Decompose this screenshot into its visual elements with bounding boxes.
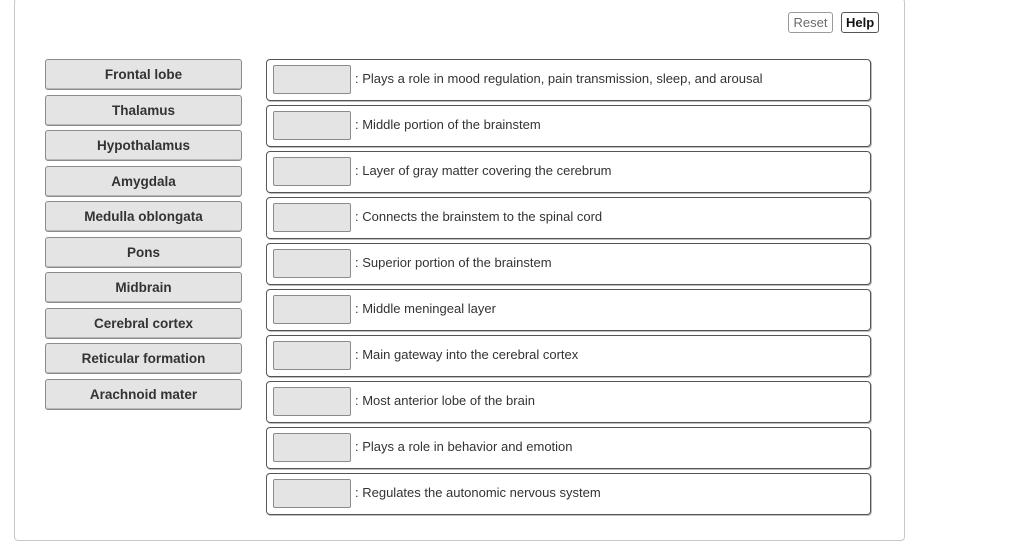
drop-slot[interactable] xyxy=(273,387,351,416)
term-cerebral-cortex[interactable]: Cerebral cortex xyxy=(45,308,242,339)
term-hypothalamus[interactable]: Hypothalamus xyxy=(45,130,242,161)
drop-slot[interactable] xyxy=(273,341,351,370)
term-reticular-formation[interactable]: Reticular formation xyxy=(45,343,242,374)
target-description: : Connects the brainstem to the spinal cord xyxy=(355,209,603,224)
target-row xyxy=(266,59,871,101)
target-row xyxy=(266,473,871,515)
target-description: : Layer of gray matter covering the cerebrum xyxy=(355,163,612,178)
target-row xyxy=(266,381,871,423)
target-row xyxy=(266,427,871,469)
target-row xyxy=(266,243,871,285)
target-description: : Middle portion of the brainstem xyxy=(355,117,541,132)
target-row xyxy=(266,197,871,239)
drop-slot[interactable] xyxy=(273,433,351,462)
target-description: : Most anterior lobe of the brain xyxy=(355,393,535,408)
drop-slot[interactable] xyxy=(273,111,351,140)
term-bank xyxy=(45,59,242,414)
term-pons[interactable]: Pons xyxy=(45,237,242,268)
term-frontal-lobe[interactable]: Frontal lobe xyxy=(45,59,242,90)
term-medulla-oblongata[interactable]: Medulla oblongata xyxy=(45,201,242,232)
target-description: : Middle meningeal layer xyxy=(355,301,496,316)
target-row xyxy=(266,105,871,147)
reset-button[interactable]: Reset xyxy=(788,12,833,33)
help-button[interactable]: Help xyxy=(841,12,879,33)
target-row xyxy=(266,151,871,193)
drop-slot[interactable] xyxy=(273,157,351,186)
target-description: : Superior portion of the brainstem xyxy=(355,255,552,270)
drop-slot[interactable] xyxy=(273,203,351,232)
term-arachnoid-mater[interactable]: Arachnoid mater xyxy=(45,379,242,410)
target-row xyxy=(266,289,871,331)
term-amygdala[interactable]: Amygdala xyxy=(45,166,242,197)
target-row xyxy=(266,335,871,377)
target-list xyxy=(266,59,871,519)
target-description: : Main gateway into the cerebral cortex xyxy=(355,347,579,362)
term-midbrain[interactable]: Midbrain xyxy=(45,272,242,303)
target-description: : Plays a role in mood regulation, pain transmission, sleep, and arousal xyxy=(355,71,763,86)
drop-slot[interactable] xyxy=(273,65,351,94)
drop-slot[interactable] xyxy=(273,249,351,278)
term-thalamus[interactable]: Thalamus xyxy=(45,95,242,126)
drop-slot[interactable] xyxy=(273,295,351,324)
drop-slot[interactable] xyxy=(273,479,351,508)
target-description: : Regulates the autonomic nervous system xyxy=(355,485,601,500)
target-description: : Plays a role in behavior and emotion xyxy=(355,439,573,454)
